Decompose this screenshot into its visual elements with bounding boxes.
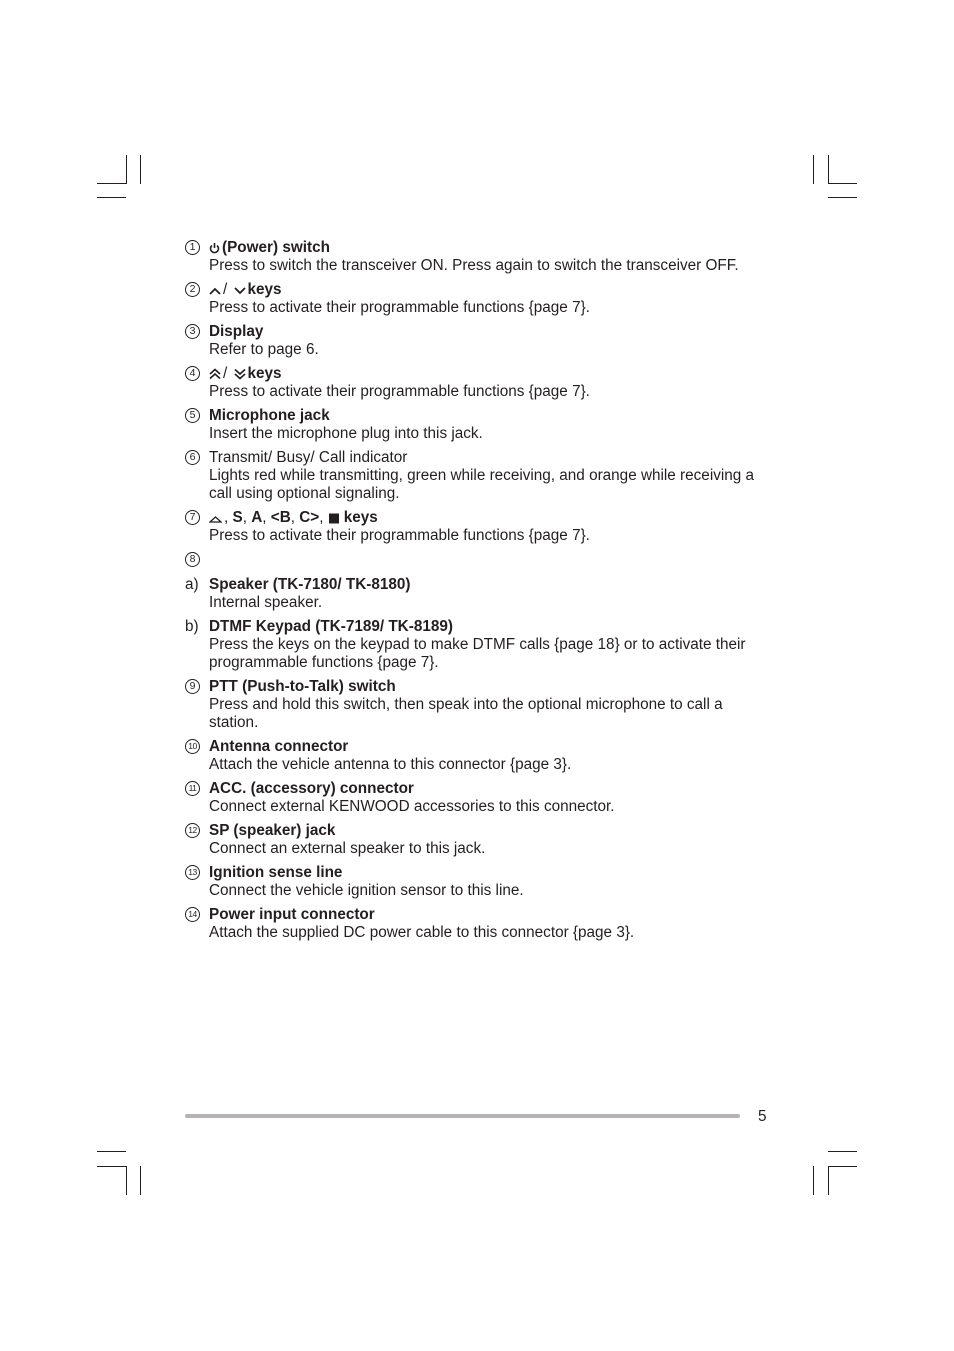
item-number: 6 bbox=[185, 450, 200, 465]
item-description: Press to activate their programmable functions {page 7}. bbox=[209, 383, 590, 400]
monitor-key-icon bbox=[209, 514, 222, 524]
item-number: 7 bbox=[185, 510, 200, 525]
list-item bbox=[185, 864, 765, 900]
separator: , bbox=[242, 509, 252, 526]
list-item bbox=[185, 551, 765, 569]
list-item bbox=[185, 281, 765, 317]
item-description: Press to activate their programmable functions {page 7}. bbox=[209, 299, 590, 316]
list-item bbox=[185, 906, 765, 942]
item-title: Ignition sense line bbox=[209, 864, 343, 881]
power-icon bbox=[209, 242, 220, 254]
item-title: keys bbox=[247, 365, 282, 382]
item-number: 8 bbox=[185, 552, 200, 567]
double-chevron-up-icon bbox=[209, 368, 221, 380]
list-item bbox=[185, 407, 765, 443]
item-title: keys bbox=[343, 509, 378, 526]
item-description: Attach the vehicle antenna to this connector {page 3}. bbox=[209, 756, 572, 773]
item-description: Press to switch the transceiver ON. Press again to switch the transceiver OFF. bbox=[209, 257, 739, 274]
separator: , bbox=[262, 509, 271, 526]
separator: , bbox=[290, 509, 300, 526]
chevron-up-icon bbox=[209, 286, 221, 296]
list-item bbox=[185, 323, 765, 359]
item-number: 3 bbox=[185, 324, 200, 339]
separator: / bbox=[223, 281, 228, 298]
separator: / bbox=[223, 365, 228, 382]
item-description: Press and hold this switch, then speak into the optional microphone to call a station. bbox=[209, 696, 723, 731]
item-number: 9 bbox=[185, 679, 200, 694]
item-description: Attach the supplied DC power cable to this connector {page 3}. bbox=[209, 924, 635, 941]
item-number: 2 bbox=[185, 282, 200, 297]
key-a-label: A bbox=[251, 509, 263, 526]
item-description: Press to activate their programmable functions {page 7}. bbox=[209, 527, 590, 544]
square-key-icon bbox=[328, 513, 340, 524]
key-b-label: <B bbox=[270, 509, 291, 526]
list-item bbox=[185, 822, 765, 858]
item-number: 10 bbox=[185, 739, 200, 754]
item-title: Display bbox=[209, 323, 264, 340]
list-item bbox=[185, 678, 765, 732]
footer-divider bbox=[185, 1114, 740, 1118]
item-description: Press the keys on the keypad to make DTMF calls {page 18} or to activate their programmable functions {page 7}. bbox=[209, 636, 746, 671]
item-title: Microphone jack bbox=[209, 407, 330, 424]
item-title: PTT (Push-to-Talk) switch bbox=[209, 678, 396, 695]
parts-list bbox=[185, 239, 765, 942]
item-title: Transmit/ Busy/ Call indicator bbox=[209, 449, 408, 466]
list-item bbox=[185, 576, 765, 612]
key-s-label: S bbox=[232, 509, 243, 526]
item-number: 14 bbox=[185, 907, 200, 922]
item-number: 12 bbox=[185, 823, 200, 838]
item-title: SP (speaker) jack bbox=[209, 822, 336, 839]
item-title: DTMF Keypad (TK-7189/ TK-8189) bbox=[209, 618, 453, 635]
double-chevron-down-icon bbox=[234, 368, 246, 380]
separator: , bbox=[224, 509, 233, 526]
item-title: Power input connector bbox=[209, 906, 375, 923]
key-c-label: C> bbox=[299, 509, 320, 526]
list-item bbox=[185, 618, 765, 672]
item-description: Connect an external speaker to this jack. bbox=[209, 840, 486, 857]
item-description: Refer to page 6. bbox=[209, 341, 319, 358]
item-description: Lights red while transmitting, green while receiving, and orange while receiving a call using optional signaling. bbox=[209, 467, 755, 502]
item-letter: a) bbox=[185, 576, 199, 593]
item-number: 1 bbox=[185, 240, 200, 255]
chevron-down-icon bbox=[234, 286, 246, 296]
item-description: Connect external KENWOOD accessories to this connector. bbox=[209, 798, 615, 815]
list-item bbox=[185, 509, 765, 545]
item-number: 5 bbox=[185, 408, 200, 423]
separator: , bbox=[319, 509, 328, 526]
list-item bbox=[185, 738, 765, 774]
item-title: Antenna connector bbox=[209, 738, 349, 755]
list-item bbox=[185, 365, 765, 401]
list-item bbox=[185, 780, 765, 816]
item-description: Insert the microphone plug into this jack. bbox=[209, 425, 483, 442]
item-number: 13 bbox=[185, 865, 200, 880]
item-number: 4 bbox=[185, 366, 200, 381]
item-title: ACC. (accessory) connector bbox=[209, 780, 414, 797]
item-title: keys bbox=[247, 281, 282, 298]
item-letter: b) bbox=[185, 618, 199, 635]
item-title: (Power) switch bbox=[222, 239, 330, 256]
page-number: 5 bbox=[758, 1108, 767, 1125]
item-title: Speaker (TK-7180/ TK-8180) bbox=[209, 576, 411, 593]
list-item bbox=[185, 449, 765, 503]
item-description: Internal speaker. bbox=[209, 594, 323, 611]
list-item bbox=[185, 239, 765, 275]
item-description: Connect the vehicle ignition sensor to this line. bbox=[209, 882, 524, 899]
item-number: 11 bbox=[185, 781, 200, 796]
